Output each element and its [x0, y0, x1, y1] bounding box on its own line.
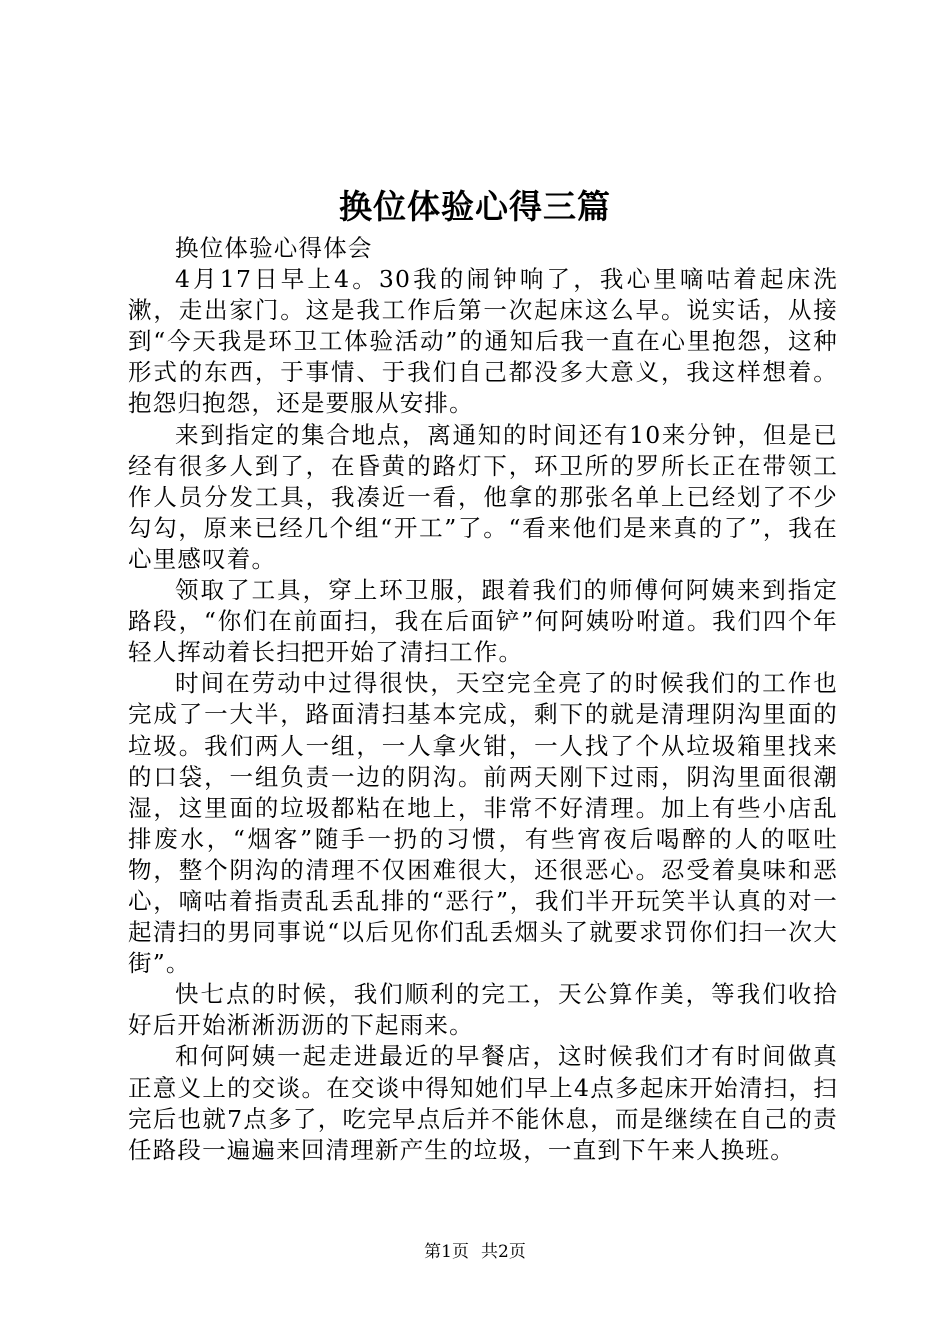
page-footer [0, 1240, 950, 1264]
page-number-total: 共2页 [481, 1242, 526, 1262]
document-body [128, 233, 838, 1166]
page-number-current: 第1页 [424, 1242, 469, 1262]
document-title: 换位体验心得三篇 [339, 187, 611, 226]
paragraph-3: 领取了工具，穿上环卫服，跟着我们的师傅何阿姨来到指定路段，“你们在前面扫，我在后面铲”何阿姨吩咐道。我们四个年轻人挥动着长扫把开始了清扫工作。 [128, 576, 838, 667]
paragraph-2: 来到指定的集合地点，离通知的时间还有10来分钟，但是已经有很多人到了，在昏黄的路灯下，环卫所的罗所长正在带领工作人员分发工具，我凑近一看，他拿的那张名单上已经划了不少勾勾，原来已经几个组“开工”了。“看来他们是来真的了”，我在心里感叹着。 [128, 420, 838, 573]
paragraph-1: 4月17日早上4。30我的闹钟响了，我心里嘀咕着起床洗漱，走出家门。这是我工作后第一次起床这么早。说实话，从接到“今天我是环卫工体验活动”的通知后我一直在心里抱怨，这种形式的东西，于事情、于我们自己都没多大意义，我这样想着。抱怨归抱怨，还是要服从安排。 [128, 265, 838, 418]
paragraph-4: 时间在劳动中过得很快，天空完全亮了的时候我们的工作也完成了一大半，路面清扫基本完成，剩下的就是清理阴沟里面的垃圾。我们两人一组，一人拿火钳，一人找了个从垃圾箱里找来的口袋，一组负责一边的阴沟。前两天刚下过雨，阴沟里面很潮湿，这里面的垃圾都粘在地上，非常不好清理。加上有些小店乱排废水，“烟客”随手一扔的习惯，有些宵夜后喝醉的人的呕吐物，整个阴沟的清理不仅困难很大，还很恶心。忍受着臭味和恶心，嘀咕着指责乱丢乱排的“恶行”，我们半开玩笑半认真的对一起清扫的男同事说“以后见你们乱丢烟头了就要求罚你们扫一次大街”。 [128, 669, 838, 978]
subtitle: 换位体验心得体会 [175, 234, 373, 262]
paragraph-6: 和何阿姨一起走进最近的早餐店，这时候我们才有时间做真正意义上的交谈。在交谈中得知她们早上4点多起床开始清扫，扫完后也就7点多了，吃完早点后并不能休息，而是继续在自己的责任路段一遍遍来回清理新产生的垃圾，一直到下午来人换班。 [128, 1042, 838, 1164]
paragraph-5: 快七点的时候，我们顺利的完工，天公算作美，等我们收拾好后开始淅淅沥沥的下起雨来。 [128, 980, 838, 1040]
